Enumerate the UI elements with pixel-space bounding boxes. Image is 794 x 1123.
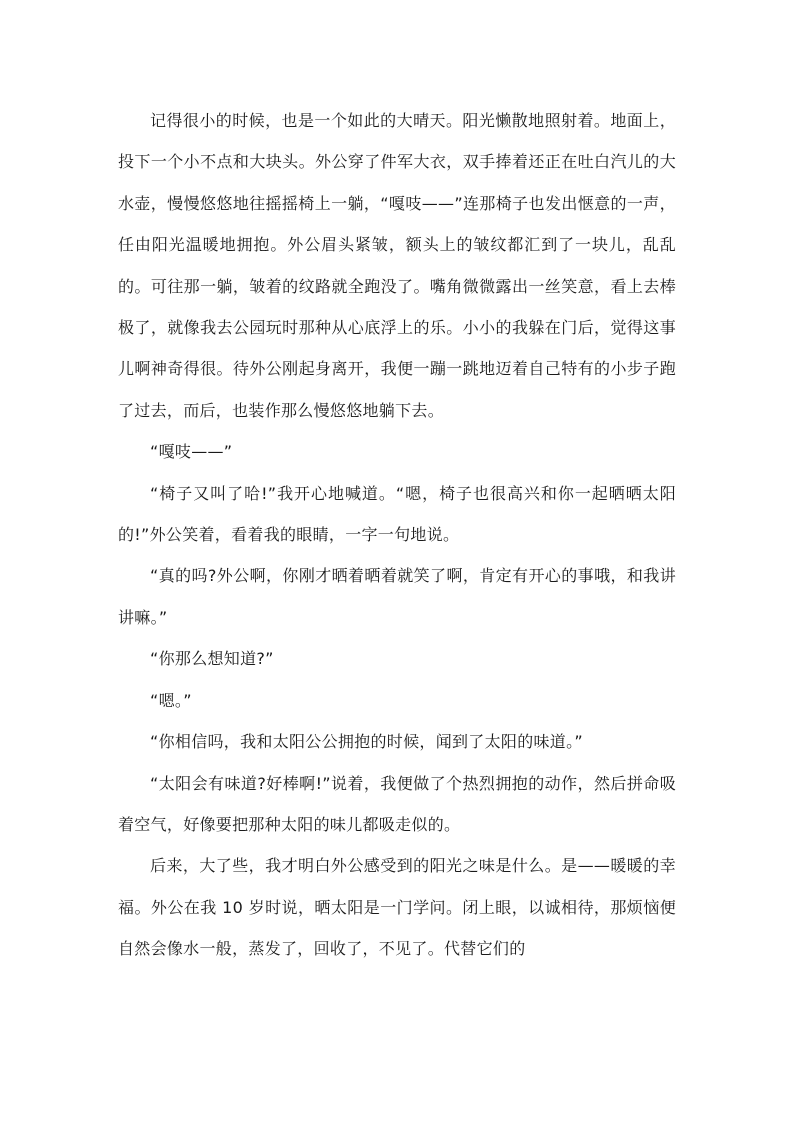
paragraph-9: 后来，大了些，我才明白外公感受到的阳光之味是什么。是——暖暖的幸福。外公在我 10 岁时说，晒太阳是一门学问。闭上眼，以诚相待，那烦恼便自然会像水一般，蒸发了，回收了，不见了。代替它们的 bbox=[118, 856, 676, 959]
paragraph-2: “嘎吱——” bbox=[150, 442, 233, 462]
paragraph-8: “太阳会有味道?好棒啊!”说着，我便做了个热烈拥抱的动作，然后拼命吸着空气，好像要把那种太阳的味儿都吸走似的。 bbox=[118, 773, 676, 834]
paragraph-3: “椅子又叫了哈!”我开心地喊道。“嗯，椅子也很高兴和你一起晒晒太阳的!”外公笑着，看着我的眼睛，一字一句地说。 bbox=[118, 483, 676, 545]
paragraph-4: “真的吗?外公啊，你刚才晒着晒着就笑了啊，肯定有开心的事哦，和我讲讲嘛。” bbox=[118, 566, 676, 627]
paragraph-6: “嗯。” bbox=[150, 690, 192, 710]
paragraph-7: “你相信吗，我和太阳公公拥抱的时候，闻到了太阳的味道。” bbox=[150, 732, 583, 752]
paragraph-1: 记得很小的时候，也是一个如此的大晴天。阳光懒散地照射着。地面上，投下一个小不点和大块头。外公穿了件军大衣，双手捧着还正在吐白汽儿的大水壶，慢慢悠悠地往摇摇椅上一躺，“嘎吱——”连那椅子也发出惬意的一声，任由阳光温暖地拥抱。外公眉头紧皱，额头上的皱纹都汇到了一块儿，乱乱的。可往那一躺，皱着的纹路就全跑没了。嘴角微微露出一丝笑意，看上去棒极了，就像我去公园玩时那种从心底浮上的乐。小小的我躲在门后，觉得这事儿啊神奇得很。待外公刚起身离开，我便一蹦一跳地迈着自己特有的小步子跑了过去，而后，也装作那么慢悠悠地躺下去。 bbox=[118, 111, 676, 420]
paragraph-5: “你那么想知道?” bbox=[150, 649, 274, 669]
